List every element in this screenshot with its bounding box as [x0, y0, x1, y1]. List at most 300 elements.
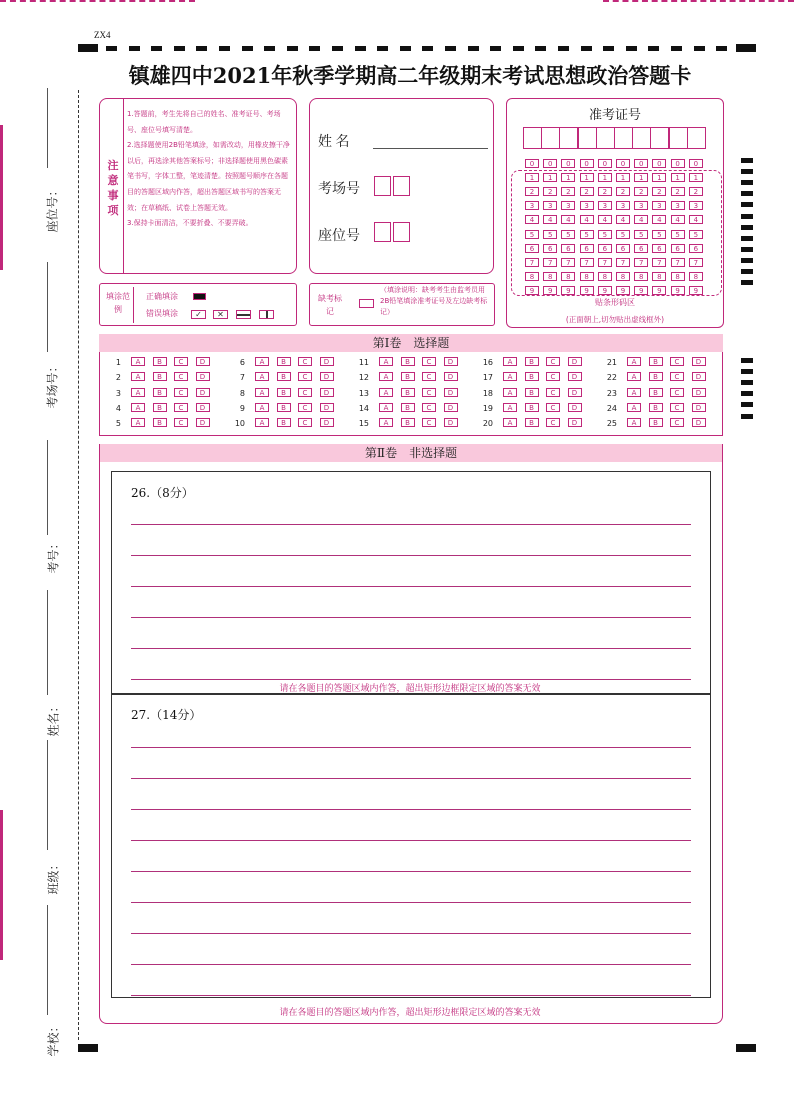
exam-id-digit[interactable]: 9 — [580, 286, 594, 295]
exam-id-cell[interactable] — [541, 127, 560, 149]
option-bubble[interactable]: B — [277, 403, 291, 412]
exam-id-digit[interactable]: 3 — [561, 201, 575, 210]
exam-id-digit[interactable]: 8 — [525, 272, 539, 281]
question-number: 18 — [482, 388, 493, 398]
exam-id-digit[interactable]: 7 — [616, 258, 630, 267]
option-bubble[interactable]: B — [649, 388, 663, 397]
question-number: 5 — [115, 419, 121, 429]
exam-id-digit[interactable]: 9 — [634, 286, 648, 295]
option-bubble[interactable]: C — [174, 418, 188, 427]
option-bubble[interactable]: C — [174, 372, 188, 381]
exam-id-digit[interactable]: 5 — [689, 230, 703, 239]
seat-box[interactable] — [374, 222, 391, 242]
exam-id-digit[interactable]: 1 — [616, 173, 630, 182]
q26-label: 26.（8分） — [131, 486, 194, 500]
timing-mark — [741, 169, 753, 174]
option-bubble[interactable]: D — [444, 388, 458, 397]
answer-line[interactable] — [131, 679, 691, 680]
question-number: 20 — [482, 419, 493, 429]
exam-id-digit[interactable]: 1 — [580, 173, 594, 182]
exam-id-digit[interactable]: 6 — [580, 244, 594, 253]
exam-id-digit[interactable]: 1 — [689, 173, 703, 182]
option-bubble[interactable]: C — [422, 372, 436, 381]
exam-id-digit[interactable]: 6 — [634, 244, 648, 253]
side-label-school: 学校： — [46, 1020, 61, 1057]
room-box[interactable] — [374, 176, 391, 196]
option-bubble[interactable]: A — [503, 403, 517, 412]
option-bubble[interactable]: D — [320, 372, 334, 381]
option-bubble[interactable]: A — [379, 418, 393, 427]
exam-id-digit[interactable]: 9 — [652, 286, 666, 295]
notes-text — [127, 107, 291, 232]
option-bubble[interactable]: D — [320, 418, 334, 427]
exam-id-digit[interactable]: 6 — [616, 244, 630, 253]
timing-mark — [287, 46, 298, 51]
answer-line[interactable] — [131, 933, 691, 934]
exam-id-digit[interactable]: 0 — [616, 159, 630, 168]
exam-id-digit[interactable]: 0 — [652, 159, 666, 168]
timing-mark — [741, 269, 753, 274]
option-bubble[interactable]: B — [277, 388, 291, 397]
option-bubble[interactable]: D — [692, 357, 706, 366]
exam-id-digit[interactable]: 4 — [652, 215, 666, 224]
exam-id-digit[interactable]: 1 — [598, 173, 612, 182]
question-number: 14 — [358, 403, 369, 413]
seat-box[interactable] — [393, 222, 410, 242]
position-mark — [78, 44, 98, 52]
answer-line[interactable] — [131, 648, 691, 649]
room-label: 考场号 — [318, 182, 360, 197]
option-bubble[interactable]: A — [503, 388, 517, 397]
exam-id-digit[interactable]: 7 — [598, 258, 612, 267]
correct-fill-label: 正确填涂 — [146, 292, 178, 301]
option-bubble[interactable]: D — [196, 357, 210, 366]
exam-id-digit[interactable]: 6 — [652, 244, 666, 253]
option-bubble[interactable]: B — [277, 372, 291, 381]
option-bubble[interactable]: A — [255, 418, 269, 427]
option-bubble[interactable]: A — [131, 388, 145, 397]
exam-id-digit[interactable]: 5 — [634, 230, 648, 239]
timing-mark — [422, 46, 433, 51]
option-bubble[interactable]: D — [692, 372, 706, 381]
option-bubble[interactable]: A — [255, 388, 269, 397]
option-bubble[interactable]: B — [649, 372, 663, 381]
exam-id-digit[interactable]: 3 — [652, 201, 666, 210]
option-bubble[interactable]: C — [546, 372, 560, 381]
exam-id-digit[interactable]: 8 — [580, 272, 594, 281]
option-bubble[interactable]: C — [422, 357, 436, 366]
timing-mark — [151, 46, 162, 51]
option-bubble[interactable]: A — [131, 403, 145, 412]
timing-mark — [219, 46, 230, 51]
exam-id-digit[interactable]: 9 — [689, 286, 703, 295]
answer-line[interactable] — [131, 555, 691, 556]
timing-mark — [741, 369, 753, 374]
exam-id-digit[interactable]: 4 — [525, 215, 539, 224]
side-underline — [47, 262, 48, 352]
exam-id-digit[interactable]: 2 — [561, 187, 575, 196]
timing-mark — [535, 46, 546, 51]
answer-line[interactable] — [131, 747, 691, 748]
question-number: 13 — [358, 388, 369, 398]
option-bubble[interactable]: C — [298, 388, 312, 397]
exam-id-digit[interactable]: 7 — [689, 258, 703, 267]
timing-mark — [741, 158, 753, 163]
side-underline — [47, 88, 48, 168]
exam-id-digit[interactable]: 6 — [543, 244, 557, 253]
exam-id-digit[interactable]: 8 — [616, 272, 630, 281]
exam-id-digit[interactable]: 7 — [652, 258, 666, 267]
exam-id-digit[interactable]: 1 — [671, 173, 685, 182]
option-bubble[interactable]: C — [670, 357, 684, 366]
exam-id-digit[interactable]: 1 — [543, 173, 557, 182]
side-underline — [47, 905, 48, 1015]
exam-id-digit[interactable]: 7 — [561, 258, 575, 267]
option-bubble[interactable]: D — [196, 372, 210, 381]
exam-id-digit[interactable]: 3 — [543, 201, 557, 210]
exam-id-digit[interactable]: 4 — [616, 215, 630, 224]
exam-id-cell[interactable] — [523, 127, 542, 149]
wrong-fill-label: 错误填涂 — [146, 309, 178, 318]
option-bubble[interactable]: C — [422, 418, 436, 427]
option-bubble[interactable]: B — [153, 372, 167, 381]
correct-fill-sample — [193, 293, 206, 300]
exam-id-digit[interactable]: 0 — [598, 159, 612, 168]
timing-mark — [648, 46, 659, 51]
option-bubble[interactable]: D — [444, 357, 458, 366]
answer-line[interactable] — [131, 964, 691, 965]
option-bubble[interactable]: C — [546, 418, 560, 427]
answer-line[interactable] — [131, 809, 691, 810]
option-bubble[interactable]: C — [670, 403, 684, 412]
absent-label: 缺考标记 — [318, 294, 342, 316]
option-bubble[interactable]: C — [546, 388, 560, 397]
exam-id-digit[interactable]: 1 — [652, 173, 666, 182]
timing-mark — [400, 46, 411, 51]
exam-id-digit[interactable]: 2 — [671, 187, 685, 196]
exam-id-digit[interactable]: 0 — [634, 159, 648, 168]
exam-id-digit[interactable]: 8 — [652, 272, 666, 281]
exam-id-digit[interactable]: 1 — [634, 173, 648, 182]
exam-id-digit[interactable]: 3 — [634, 201, 648, 210]
exam-id-digit[interactable]: 4 — [598, 215, 612, 224]
exam-id-digit[interactable]: 4 — [561, 215, 575, 224]
exam-id-digit[interactable]: 3 — [616, 201, 630, 210]
option-bubble[interactable]: B — [649, 357, 663, 366]
option-bubble[interactable]: A — [131, 357, 145, 366]
exam-id-digit[interactable]: 9 — [561, 286, 575, 295]
exam-id-cell[interactable] — [687, 127, 706, 149]
position-mark — [736, 44, 756, 52]
option-bubble[interactable]: B — [649, 403, 663, 412]
option-bubble[interactable]: D — [444, 403, 458, 412]
answer-line[interactable] — [131, 995, 691, 996]
note-item: 2.选择题使用2B铅笔填涂，如需改动，用橡皮擦干净以后，再选涂其他答案标号；非选择题使用黑色碳素笔书写，字体工整，笔迹清楚。按照题号顺序在各题目的答题区域内作答，超出答题区域书写的答案无效；在草稿纸、试卷上答题无效。 — [127, 141, 290, 212]
option-bubble[interactable]: A — [255, 403, 269, 412]
option-bubble[interactable]: A — [627, 357, 641, 366]
question-number: 15 — [358, 419, 369, 429]
option-bubble[interactable]: C — [670, 388, 684, 397]
binding-line — [78, 90, 79, 1040]
exam-id-digit[interactable]: 3 — [671, 201, 685, 210]
answer-line[interactable] — [131, 871, 691, 872]
exam-id-cell[interactable] — [650, 127, 669, 149]
exam-id-digit[interactable]: 0 — [525, 159, 539, 168]
exam-id-digit[interactable]: 5 — [652, 230, 666, 239]
absent-note: （填涂说明：缺考考生由监考员用2B铅笔填涂准考证号及左边缺考标记） — [380, 286, 488, 316]
name-field[interactable] — [373, 148, 488, 149]
exam-id-digit[interactable]: 2 — [634, 187, 648, 196]
exam-id-digit[interactable]: 6 — [525, 244, 539, 253]
exam-id-digit[interactable]: 0 — [580, 159, 594, 168]
barcode-note: (正面朝上,切勿贴出虚线框外) — [565, 315, 665, 324]
option-bubble[interactable]: A — [131, 372, 145, 381]
top-dash-right — [603, 0, 794, 2]
exam-id-digit[interactable]: 5 — [561, 230, 575, 239]
exam-id-digit[interactable]: 4 — [634, 215, 648, 224]
exam-id-digit[interactable]: 3 — [598, 201, 612, 210]
timing-mark — [741, 380, 753, 385]
timing-mark — [196, 46, 207, 51]
timing-mark — [741, 358, 753, 363]
option-bubble[interactable]: C — [298, 372, 312, 381]
option-bubble[interactable]: D — [692, 403, 706, 412]
option-bubble[interactable]: C — [422, 403, 436, 412]
timing-mark — [741, 225, 753, 230]
exam-id-digit[interactable]: 2 — [580, 187, 594, 196]
option-bubble[interactable]: A — [627, 388, 641, 397]
answer-line[interactable] — [131, 586, 691, 587]
exam-id-cell[interactable] — [596, 127, 615, 149]
timing-mark — [513, 46, 524, 51]
exam-id-title: 准考证号 — [588, 108, 641, 123]
option-bubble[interactable]: B — [525, 403, 539, 412]
question-number: 23 — [606, 388, 617, 398]
exam-id-digit[interactable]: 7 — [525, 258, 539, 267]
exam-id-digit[interactable]: 7 — [634, 258, 648, 267]
exam-id-digit[interactable]: 8 — [671, 272, 685, 281]
question-number: 7 — [239, 373, 245, 383]
option-bubble[interactable]: A — [503, 418, 517, 427]
exam-id-digit[interactable]: 5 — [525, 230, 539, 239]
option-bubble[interactable]: D — [692, 388, 706, 397]
position-mark — [736, 1044, 756, 1052]
exam-id-digit[interactable]: 4 — [543, 215, 557, 224]
exam-id-digit[interactable]: 8 — [561, 272, 575, 281]
exam-id-digit[interactable]: 3 — [689, 201, 703, 210]
option-bubble[interactable]: B — [153, 388, 167, 397]
exam-id-cell[interactable] — [669, 127, 688, 149]
fill-divider — [133, 287, 134, 323]
timing-mark — [468, 46, 479, 51]
exam-id-digit[interactable]: 7 — [671, 258, 685, 267]
option-bubble[interactable]: B — [525, 357, 539, 366]
option-bubble[interactable]: A — [627, 418, 641, 427]
option-bubble[interactable]: D — [568, 357, 582, 366]
exam-id-digit[interactable]: 4 — [689, 215, 703, 224]
timing-mark — [671, 46, 682, 51]
answer-line[interactable] — [131, 778, 691, 779]
exam-id-digit[interactable]: 4 — [671, 215, 685, 224]
answer-frame — [111, 471, 711, 998]
option-bubble[interactable]: B — [401, 372, 415, 381]
option-bubble[interactable]: A — [131, 418, 145, 427]
exam-id-digit[interactable]: 3 — [525, 201, 539, 210]
option-bubble[interactable]: D — [568, 403, 582, 412]
option-bubble[interactable]: A — [379, 357, 393, 366]
exam-id-digit[interactable]: 6 — [598, 244, 612, 253]
option-bubble[interactable]: B — [401, 388, 415, 397]
exam-id-digit[interactable]: 7 — [580, 258, 594, 267]
option-bubble[interactable]: C — [174, 388, 188, 397]
note-item: 3.保持卡面清洁，不要折叠、不要弄破。 — [127, 219, 253, 228]
question-number: 11 — [358, 358, 369, 367]
option-bubble[interactable]: A — [503, 357, 517, 366]
option-bubble[interactable]: C — [298, 418, 312, 427]
wrong-fill-check-icon: ✓ — [191, 310, 206, 319]
answer-line[interactable] — [131, 617, 691, 618]
option-bubble[interactable]: B — [525, 372, 539, 381]
option-bubble[interactable]: A — [379, 372, 393, 381]
exam-id-cell[interactable] — [559, 127, 578, 149]
exam-id-digit[interactable]: 6 — [561, 244, 575, 253]
top-dash-left — [0, 0, 195, 2]
option-bubble[interactable]: B — [525, 388, 539, 397]
option-bubble[interactable]: C — [174, 357, 188, 366]
option-bubble[interactable]: B — [401, 418, 415, 427]
option-bubble[interactable]: A — [379, 403, 393, 412]
wrong-fill-cross-icon: ✕ — [213, 310, 228, 319]
option-bubble[interactable]: B — [525, 418, 539, 427]
option-bubble[interactable]: D — [568, 372, 582, 381]
exam-id-digit[interactable]: 5 — [598, 230, 612, 239]
option-bubble[interactable]: B — [153, 357, 167, 366]
question-number: 24 — [606, 403, 617, 413]
option-bubble[interactable]: A — [255, 357, 269, 366]
exam-id-digit[interactable]: 9 — [598, 286, 612, 295]
answer-line[interactable] — [131, 902, 691, 903]
option-bubble[interactable]: B — [277, 418, 291, 427]
exam-id-digit[interactable]: 6 — [671, 244, 685, 253]
exam-id-digit[interactable]: 1 — [561, 173, 575, 182]
option-bubble[interactable]: D — [320, 388, 334, 397]
option-bubble[interactable]: D — [196, 388, 210, 397]
option-bubble[interactable]: A — [379, 388, 393, 397]
exam-id-cell[interactable] — [632, 127, 651, 149]
option-bubble[interactable]: C — [546, 357, 560, 366]
option-bubble[interactable]: A — [627, 372, 641, 381]
option-bubble[interactable]: D — [692, 418, 706, 427]
option-bubble[interactable]: B — [277, 357, 291, 366]
absent-mark-box[interactable] — [359, 299, 374, 308]
option-bubble[interactable]: C — [174, 403, 188, 412]
exam-id-digit[interactable]: 4 — [580, 215, 594, 224]
exam-id-digit[interactable]: 2 — [689, 187, 703, 196]
timing-mark — [694, 46, 705, 51]
option-bubble[interactable]: A — [627, 403, 641, 412]
timing-mark — [558, 46, 569, 51]
exam-id-digit[interactable]: 9 — [616, 286, 630, 295]
note-item: 1.答题前，考生先将自己的姓名、准考证号、考场号、座位号填写清楚。 — [127, 110, 281, 134]
option-bubble[interactable]: D — [568, 388, 582, 397]
exam-id-digit[interactable]: 6 — [689, 244, 703, 253]
answer-line[interactable] — [131, 524, 691, 525]
exam-id-digit[interactable]: 0 — [561, 159, 575, 168]
option-bubble[interactable]: B — [153, 418, 167, 427]
exam-id-digit[interactable]: 2 — [616, 187, 630, 196]
option-bubble[interactable]: D — [444, 418, 458, 427]
exam-id-digit[interactable]: 5 — [580, 230, 594, 239]
option-bubble[interactable]: B — [153, 403, 167, 412]
margin-bar — [0, 810, 3, 960]
exam-id-digit[interactable]: 9 — [543, 286, 557, 295]
option-bubble[interactable]: D — [568, 418, 582, 427]
margin-bar — [0, 125, 3, 270]
option-bubble[interactable]: D — [196, 418, 210, 427]
exam-id-digit[interactable]: 2 — [525, 187, 539, 196]
option-bubble[interactable]: D — [444, 372, 458, 381]
exam-id-digit[interactable]: 5 — [543, 230, 557, 239]
option-bubble[interactable]: C — [298, 357, 312, 366]
exam-id-digit[interactable]: 9 — [525, 286, 539, 295]
exam-id-cell[interactable] — [614, 127, 633, 149]
exam-id-digit[interactable]: 1 — [525, 173, 539, 182]
exam-id-digit[interactable]: 5 — [616, 230, 630, 239]
section1-title: 第Ⅰ卷 选择题 — [99, 334, 723, 352]
question-number: 17 — [482, 373, 493, 383]
option-bubble[interactable]: C — [422, 388, 436, 397]
option-bubble[interactable]: C — [670, 418, 684, 427]
exam-id-digit[interactable]: 2 — [598, 187, 612, 196]
question-number: 6 — [239, 358, 245, 367]
seat-label: 座位号 — [318, 229, 360, 244]
exam-id-digit[interactable]: 2 — [543, 187, 557, 196]
option-bubble[interactable]: B — [649, 418, 663, 427]
exam-id-digit[interactable]: 8 — [598, 272, 612, 281]
exam-id-digit[interactable]: 7 — [543, 258, 557, 267]
option-bubble[interactable]: A — [503, 372, 517, 381]
exam-id-digit[interactable]: 8 — [634, 272, 648, 281]
exam-id-digit[interactable]: 0 — [543, 159, 557, 168]
exam-id-digit[interactable]: 3 — [580, 201, 594, 210]
option-bubble[interactable]: C — [546, 403, 560, 412]
exam-id-digit[interactable]: 0 — [671, 159, 685, 168]
option-bubble[interactable]: C — [670, 372, 684, 381]
option-bubble[interactable]: C — [298, 403, 312, 412]
option-bubble[interactable]: D — [196, 403, 210, 412]
option-bubble[interactable]: B — [401, 403, 415, 412]
position-mark — [78, 1044, 98, 1052]
exam-id-digit[interactable]: 8 — [689, 272, 703, 281]
answer-line[interactable] — [131, 840, 691, 841]
exam-id-digit[interactable]: 9 — [671, 286, 685, 295]
exam-id-digit[interactable]: 0 — [689, 159, 703, 168]
option-bubble[interactable]: A — [255, 372, 269, 381]
timing-mark — [741, 280, 753, 285]
timing-mark — [355, 46, 366, 51]
option-bubble[interactable]: D — [320, 357, 334, 366]
exam-id-digit[interactable]: 2 — [652, 187, 666, 196]
option-bubble[interactable]: D — [320, 403, 334, 412]
exam-id-digit[interactable]: 5 — [671, 230, 685, 239]
timing-mark — [626, 46, 637, 51]
exam-id-cell[interactable] — [578, 127, 597, 149]
option-bubble[interactable]: B — [401, 357, 415, 366]
question-number: 1 — [115, 358, 121, 367]
room-box[interactable] — [393, 176, 410, 196]
timing-mark — [716, 46, 727, 51]
exam-id-digit[interactable]: 8 — [543, 272, 557, 281]
